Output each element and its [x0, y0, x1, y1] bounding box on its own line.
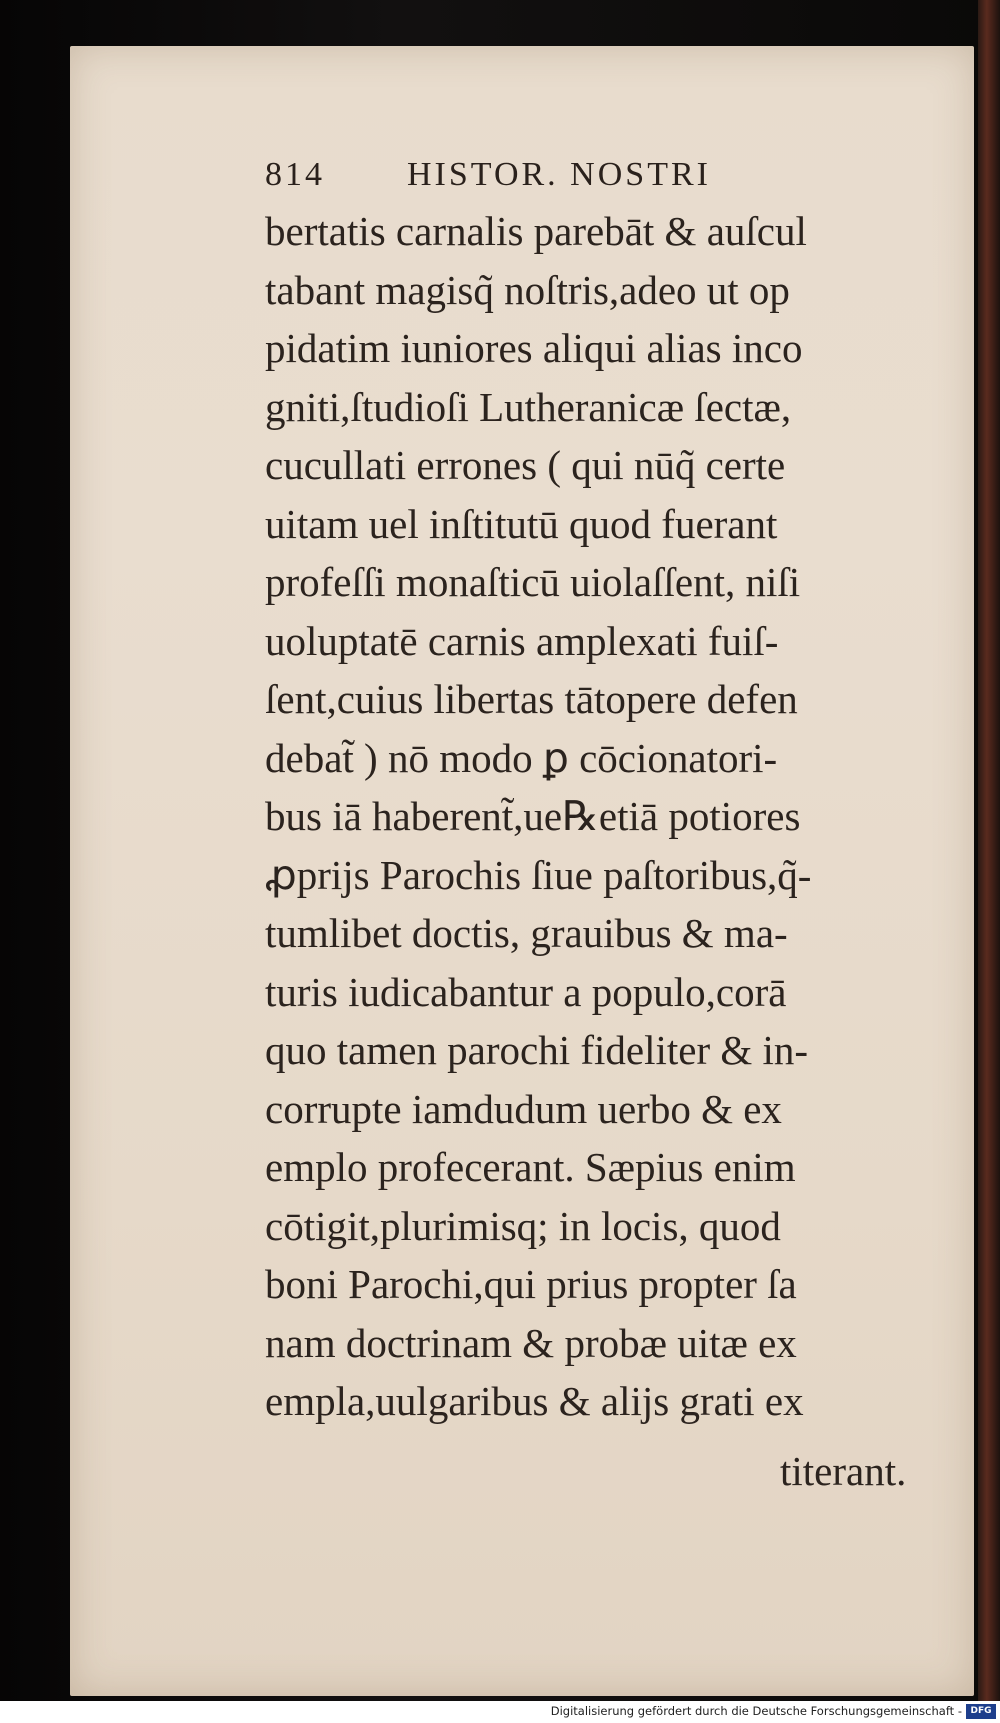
text-line: boni Parochi,qui prius propter ſa: [265, 1261, 797, 1307]
text-line: emplo profecerant. Sæpius enim: [265, 1144, 796, 1190]
text-line: debat̃ ) nō modo ꝑ cōcionatori-: [265, 734, 778, 781]
book-edge: [978, 0, 1000, 1723]
footer-bar: [0, 1701, 1000, 1723]
text-line: bus iā haberent̃,ue℞etiā potiores: [265, 793, 801, 839]
dfg-logo: DFG: [966, 1704, 996, 1719]
text-line: ꝓprijs Parochis ſiue paſtoribus,q̃-: [265, 851, 812, 898]
text-line: pidatim iuniores aliqui alias inco: [265, 325, 803, 371]
body-text: [265, 202, 965, 1431]
text-line: gniti,ſtudioſi Lutheranicæ ſectæ,: [265, 383, 792, 430]
page-number: 814: [265, 156, 325, 193]
text-line: uoluptatē carnis amplexati fuiſ-: [265, 617, 779, 664]
text-line: empla,uulgaribus & alijs grati ex: [265, 1378, 804, 1424]
text-line: profeſſi monaſticū uiolaſſent, niſi: [265, 559, 801, 605]
text-line: cucullati errones ( qui nūq̃ certe: [265, 442, 786, 488]
text-line: turis iudicabantur a populo,corā: [265, 968, 787, 1015]
running-head: HISTOR. NOSTRI: [407, 156, 711, 193]
text-line: ſent,cuius libertas tātopere defen: [265, 676, 798, 722]
text-line: quo tamen parochi fideliter & in-: [265, 1027, 809, 1073]
funding-credit: Digitalisierung gefördert durch die Deutsche Forschungsgemeinschaft -: [550, 1704, 962, 1718]
text-line: bertatis carnalis parebāt & auſcul: [265, 208, 807, 254]
catchword: titerant.: [780, 1448, 907, 1494]
text-line: tabant magisq̃ noſtris,adeo ut op: [265, 266, 790, 313]
page-header: [265, 156, 825, 200]
text-line: tumlibet doctis, grauibus & ma-: [265, 910, 788, 956]
text-line: nam doctrinam & probæ uitæ ex: [265, 1319, 797, 1366]
text-line: uitam uel inſtitutū quod fuerant: [265, 500, 778, 547]
text-line: corrupte iamdudum uerbo & ex: [265, 1085, 782, 1132]
text-line: cōtigit,plurimisq; in locis, quod: [265, 1202, 781, 1249]
